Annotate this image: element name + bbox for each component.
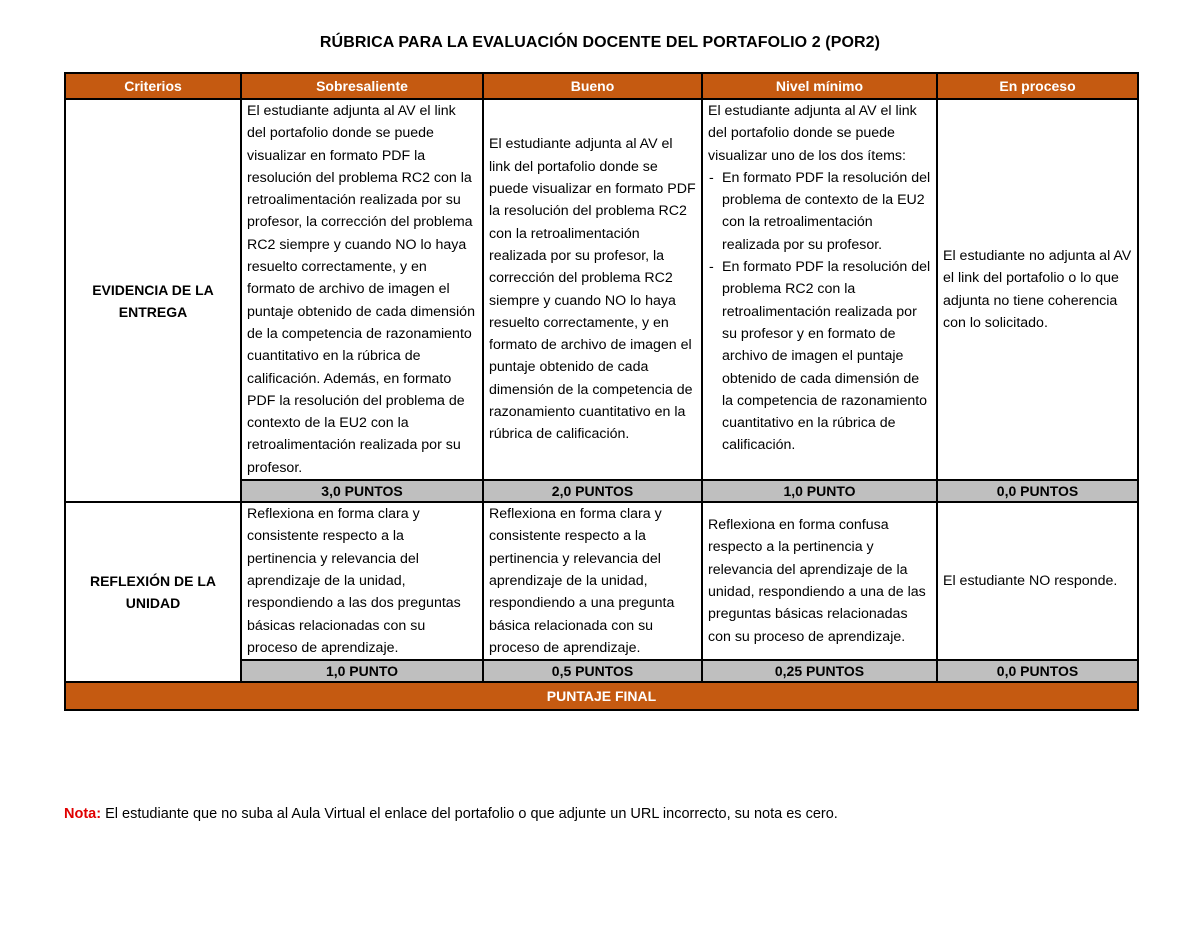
list-item: - En formato PDF la resolución del problema de contexto de la EU2 con la retroalimentación realizada por su profesor. — [708, 167, 931, 256]
nivel-minimo-intro: El estudiante adjunta al AV el link del portafolio donde se puede visualizar uno de los dos ítems: — [708, 103, 917, 164]
cell-evidencia-bueno: El estudiante adjunta al AV el link del portafolio donde se puede visualizar en formato PDF la resolución del problema RC2 con la retroalimentación realizada por su profesor, la corrección del problema RC2 siempre y cuando NO lo haya resuelto correctamente, y en formato de archivo de imagen el puntaje obtenido de cada dimensión de la competencia de razonamiento cuantitativo en la rúbrica de calificación. — [483, 99, 702, 480]
note-text: El estudiante que no suba al Aula Virtual el enlace del portafolio o que adjunte un URL incorrecto, su nota es cero. — [101, 806, 838, 822]
header-sobresaliente: Sobresaliente — [241, 73, 483, 99]
criterion-evidencia: EVIDENCIA DE LA ENTREGA — [65, 99, 241, 502]
note-label: Nota: — [64, 806, 102, 822]
header-nivel-minimo: Nivel mínimo — [702, 73, 937, 99]
points-evidencia-nivel-minimo: 1,0 PUNTO — [702, 480, 937, 502]
footnote — [64, 806, 838, 822]
rubric-table — [64, 72, 1139, 711]
points-evidencia-sobresaliente: 3,0 PUNTOS — [241, 480, 483, 502]
final-score-label: PUNTAJE FINAL — [65, 682, 1138, 710]
header-criterios: Criterios — [65, 73, 241, 99]
points-evidencia-bueno: 2,0 PUNTOS — [483, 480, 702, 502]
points-reflexion-sobresaliente: 1,0 PUNTO — [241, 660, 483, 682]
cell-reflexion-nivel-minimo: Reflexiona en forma confusa respecto a la pertinencia y relevancia del aprendizaje de la unidad, respondiendo a una de las preguntas básicas relacionadas con su proceso de aprendizaje. — [702, 502, 937, 660]
cell-evidencia-en-proceso: El estudiante no adjunta al AV el link del portafolio o lo que adjunta no tiene coherencia con lo solicitado. — [937, 99, 1138, 480]
points-reflexion-bueno: 0,5 PUNTOS — [483, 660, 702, 682]
points-evidencia-en-proceso: 0,0 PUNTOS — [937, 480, 1138, 502]
header-row — [65, 73, 1138, 99]
table-row — [65, 502, 1138, 660]
document-title: RÚBRICA PARA LA EVALUACIÓN DOCENTE DEL PORTAFOLIO 2 (POR2) — [319, 34, 881, 51]
points-reflexion-en-proceso: 0,0 PUNTOS — [937, 660, 1138, 682]
points-reflexion-nivel-minimo: 0,25 PUNTOS — [702, 660, 937, 682]
nivel-minimo-list — [708, 167, 931, 457]
criterion-reflexion: REFLEXIÓN DE LA UNIDAD — [65, 502, 241, 682]
cell-evidencia-sobresaliente: El estudiante adjunta al AV el link del portafolio donde se puede visualizar en formato PDF la resolución del problema RC2 con la retroalimentación realizada por su profesor, la corrección del problema RC2 siempre y cuando NO lo haya resuelto correctamente, y en formato de archivo de imagen el puntaje obtenido de cada dimensión de la competencia de razonamiento cuantitativo en la rúbrica de calificación. Además, en formato PDF la resolución del problema de contexto de la EU2 con la retroalimentación realizada por su profesor. — [241, 99, 483, 480]
header-bueno: Bueno — [483, 73, 702, 99]
cell-reflexion-en-proceso: El estudiante NO responde. — [937, 502, 1138, 660]
final-row — [65, 682, 1138, 710]
cell-reflexion-bueno: Reflexiona en forma clara y consistente respecto a la pertinencia y relevancia del aprendizaje de la unidad, respondiendo a una pregunta básica relacionada con su proceso de aprendizaje. — [483, 502, 702, 660]
header-en-proceso: En proceso — [937, 73, 1138, 99]
cell-reflexion-sobresaliente: Reflexiona en forma clara y consistente respecto a la pertinencia y relevancia del aprendizaje de la unidad, respondiendo a las dos preguntas básicas relacionadas con su proceso de aprendizaje. — [241, 502, 483, 660]
table-row — [65, 99, 1138, 480]
cell-evidencia-nivel-minimo — [702, 99, 937, 480]
list-item: - En formato PDF la resolución del problema RC2 con la retroalimentación realizada por su profesor y en formato de archivo de imagen el puntaje obtenido de cada dimensión de la competencia de razonamiento cuantitativo en la rúbrica de calificación. — [708, 256, 931, 457]
